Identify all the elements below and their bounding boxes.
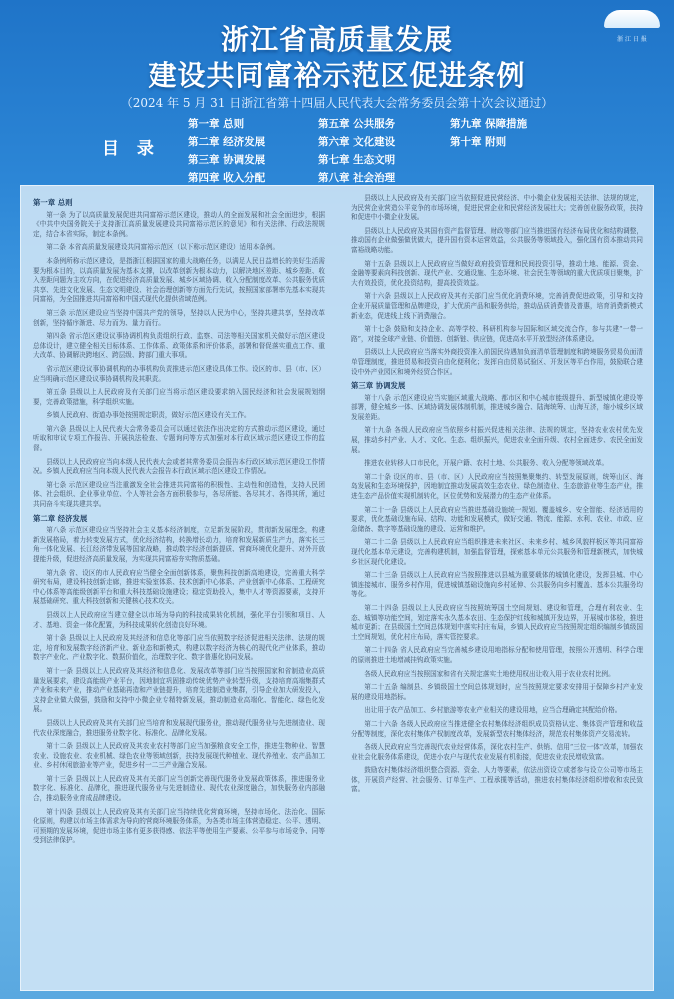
article-paragraph: 第九条 省、设区的市人民政府应当健全全面创新体系，聚焦科技创新高地建设，完善重大科学研究布局，建设科技创新走廊，推进实验室体系、技术创新中心体系、产业创新中心体系、工程研究中心体系等高能级创新平台和重大科技基础设施建设；稳定资助投入，集中人才等资源要素，支持开展基础研究、重大科技创新和关键核心技术攻关。 xyxy=(33,568,325,606)
toc-item: 第七章 生态文明 xyxy=(318,154,396,166)
article-paragraph: 第二十三条 县级以上人民政府应当按照推进以县城为重要载体的城镇化建设，发挥县城、中心镇连接城市、服务乡村作用，促进城镇基础设施向乡村延伸、公共服务向乡村覆盖、基本公共服务均等化。 xyxy=(351,571,643,599)
article-paragraph: 第八条 示范区建设应当坚持社会主义基本经济制度，立足新发展阶段，贯彻新发展理念，构建新发展格局，着力转变发展方式，优化经济结构，转换增长动力，培育和发展新质生产力，落实长三角一体化发展、长江经济带发展等国家战略，推动数字经济创新提质、营商环境优化提升、对外开放提能升级，促进经济高质量发展，为实现共同富裕夯实物质基础。 xyxy=(33,526,325,563)
regulation-text-panel xyxy=(20,185,654,991)
table-of-contents xyxy=(78,112,638,184)
title-line-1: 浙江省高质量发展 xyxy=(220,23,453,56)
chapter-heading: 第三章 协调发展 xyxy=(351,381,406,391)
chapter-heading: 第一章 总则 xyxy=(33,198,73,207)
article-paragraph: 县级以上人民政府应当落实外商投资准入前国民待遇加负面清单管理制度和跨境服务贸易负面清单管理制度，推进贸易和投资自由化便利化；发挥自由贸易试验区、开发区等平台作用，鼓励联合建设中外产业园区和境外经贸合作区。 xyxy=(351,348,643,376)
toc-item: 第四章 收入分配 xyxy=(188,172,266,184)
article-paragraph: 第二十四条 县级以上人民政府应当按照统筹国土空间规划、建设和管理，合理有利农业、生态、城镇等功能空间，划定落实永久基本农田、生态保护红线和城镇开发边界，开展城市体检，推进城市更新；在县级国土空间总体规划中落实村庄布局，乡镇人民政府应当按照规定组织编制乡镇级国土空间规划，优化村庄布局，落实管控要求。 xyxy=(351,603,643,641)
toc-item: 第十章 附则 xyxy=(450,136,507,148)
subtitle: （2024 年 5 月 31 日浙江省第十四届人民代表大会常务委员会第十次会议通过） xyxy=(120,96,554,110)
article-paragraph: 第十八条 示范区建设应当实施区域重大战略、都市区和中心城市能级提升、新型城镇化建设等部署，健全城乡一体、区域协调发展体制机制，推进城乡融合、陆海统筹、山海互济，缩小城乡区域发展差距。 xyxy=(351,393,643,421)
article-paragraph: 出让用于农产品加工、乡村旅游等农业产业相关的建设用地，应当合理确定其配给价格。 xyxy=(364,706,622,715)
article-paragraph: 县级以上人民政府及其有关部门应当培育和发展现代服务业，推动现代服务业与先进制造业、现代农业深度融合，推进服务业数字化、标准化、品牌化发展。 xyxy=(33,718,325,737)
article-paragraph: 第二条 本省高质量发展建设共同富裕示范区（以下称示范区建设）适用本条例。 xyxy=(46,243,280,252)
logo-text: 浙 江 日 报 xyxy=(617,36,647,43)
article-paragraph: 乡镇人民政府、街道办事处按照规定职责，做好示范区建设有关工作。 xyxy=(46,411,251,420)
article-paragraph: 第一条 为了以高质量发展促进共同富裕示范区建设，推动人的全面发展和社会全面进步，根据《中共中央国务院关于支持浙江高质量发展建设共同富裕示范区的意见》和有关法律、行政法规规定，结合本省实际，制定本条例。 xyxy=(33,210,325,238)
article-paragraph: 第二十条 设区的市、县（市、区）人民政府应当按照集聚集约、转型发展原则，统筹山区、海岛发展和生态环境保护，因地制宜推动发展高效生态农业、绿色制造业、生态旅游业等生态产业，推进生态产品价值实现机制转化，区位优势和发展潜力的生态产业体系。 xyxy=(351,472,643,501)
article-paragraph: 第七条 示范区建设应当注重激发全社会推进共同富裕的积极性、主动性和创造性，支持人民团体、社会组织、企业事业单位、个人等社会各方面积极参与，各尽所能、各尽其才、各得其所，通过共同奋斗实现共建共享。 xyxy=(33,480,325,509)
article-paragraph: 推进农业转移人口市民化，开展户籍、农村土地、公共服务、收入分配等领域改革。 xyxy=(364,459,609,468)
article-paragraph: 第二十一条 县级以上人民政府应当推进基础设施统一规划、覆盖城乡、安全智能、经济适用的要求，优化基础设施布局、结构、功能和发展模式，做好交通、物流、能源、水利、农业、市政、应急储备、数字等基础设施的建设、运营和维护。 xyxy=(351,505,643,533)
toc-grid xyxy=(188,116,628,188)
article-paragraph: 第十条 县级以上人民政府及其经济和信息化等部门应当依照数字经济促进相关法律、法规的规定，培育和发展数字经济新产业、新业态和新模式，构建以数字经济为核心的现代化产业体系，推动数字产业化、产业数字化、数据价值化，治理数字化、数字普惠化协同发展。 xyxy=(33,634,325,662)
article-paragraph: 本条例所称示范区建设，是指浙江根据国家的重大战略任务，以满足人民日益增长的美好生活需要为根本目的，以高质量发展为基本支撑，以改革创新为根本动力，以解决地区差距、城乡差距、收入差距问题为主攻方向，在促进经济高质量发展、城乡区域协调、收入分配制度改革、公共服务优质共享、先进文化发展、生态文明建设、社会治理创新等方面先行先试，按照国家部署率先基本实现共同富裕，为全国推进共同富裕和中国式现代化提供省域范例。 xyxy=(33,256,325,304)
text-column-left xyxy=(33,194,325,850)
article-paragraph: 第十六条 县级以上人民政府及其有关部门应当优化消费环境，完善消费促进政策，引导和支持企业开展质量管理和品牌建设，扩大优质产品和服务供给，推动品质消费普及普惠，培育消费新模式新业态，促进线上线下消费融合。 xyxy=(351,292,643,320)
article-paragraph: 第二十四条 省人民政府应当完善城乡建设用地指标分配和使用管理，按照公开透明、科学合理的原则推进土地增减挂钩政策实施。 xyxy=(351,646,643,664)
toc-item: 第九章 保障措施 xyxy=(450,118,528,130)
article-paragraph: 县级以上人民政府及有关部门应当依照促进民营经济、中小微企业发展相关法律、法规的规定，为民营企业营造公平竞争的市场环境，促进民营企业和民营经济发展壮大；完善创业服务政策，扶持和促进中小微企业发展。 xyxy=(351,194,643,222)
article-paragraph: 各级人民政府应当完善现代农业经营体系，深化农村生产、供销、信用“三位一体”改革，加强农业社会化服务体系建设，促进小农户与现代农业发展有机衔接，促进农业农民增收致富。 xyxy=(351,743,643,761)
toc-item: 第三章 协调发展 xyxy=(188,154,266,166)
article-paragraph: 第十四条 县级以上人民政府及其有关部门应当持续优化营商环境，坚持市场化、法治化、国际化原则，构建以市场主体需求为导向的营商环境服务体系，为各类市场主体营造稳定、公平、透明、可预期的发展环境，促进市场主体有更多获得感、依法平等使用生产要素、公平参与市场竞争、同等受到法律保护。 xyxy=(33,807,325,845)
article-paragraph: 第二十五条 编制县、乡镇级国土空间总体规划时，应当按照规定要求安排用于保障乡村产业发展的建设用地指标。 xyxy=(351,683,643,701)
toc-item xyxy=(450,152,570,170)
article-paragraph: 第十五条 县级以上人民政府应当做好政府投资管理和民间投资引导，推动土地、能源、资金、金融等要素向科技创新、现代产业、交通设施、生态环境、社会民生等领域的重大优质项目聚集，扩大有效投资，优化投资结构，提高投资效益。 xyxy=(351,259,643,287)
article-paragraph: 县级以上人民政府应当向本级人民代表大会或者其常务委员会报告本行政区域示范区建设工作情况。乡镇人民政府应当向本级人民代表大会报告本行政区域示范区建设工作情况。 xyxy=(33,457,325,476)
toc-row xyxy=(188,116,628,134)
toc-row xyxy=(188,134,628,152)
article-paragraph: 第二十六条 各级人民政府应当推进健全农村集体经济组织成员资格认定、集体资产管理和收益分配等制度，深化农村集体产权制度改革，发展新型农村集体经济，规范农村集体资产交易流转。 xyxy=(351,719,643,738)
text-column-right xyxy=(351,194,643,799)
article-paragraph: 县级以上人民政府应当建立健全以市场为导向的科技成果转化机制，强化平台引领和项目、人才、基地、资金一体化配置，为科技成果转化创造良好环境。 xyxy=(33,610,325,629)
article-paragraph: 第十九条 各级人民政府应当依照乡村振兴促进相关法律、法规的规定，坚持农业农村优先发展，推动乡村产业、人才、文化、生态、组织振兴，促进农业全面升级、农村全面进步、农民全面发展。 xyxy=(351,426,643,454)
article-paragraph: 第三条 示范区建设应当坚持中国共产党的领导，坚持以人民为中心，坚持共建共享，坚持改革创新，坚持循序渐进、尽力而为、量力而行。 xyxy=(33,308,325,327)
article-paragraph: 第四条 省示范区建设议事协调机构负责组织行政、监察、司法等相关国家机关做好示范区建设总体设计，建立健全相关目标体系、工作体系、政策体系和评价体系，部署和督促落实重点工作、重大改革、协调解决跨地区、跨层级、跨部门重大事项。 xyxy=(33,332,325,360)
article-paragraph: 第十七条 鼓励和支持企业、高等学校、科研机构参与国际和区域交流合作，参与共建“一带一路”，对接全球产业链、价值链、创新链、供应链，促进高水平开放型经济体系建设。 xyxy=(351,325,643,343)
article-paragraph: 第二十二条 县级以上人民政府应当组织推进未来社区、未来乡村、城乡风貌样板区等共同富裕现代化基本单元建设，完善构建机制，加强监督管理，探索基本单元公共服务和管理新模式，加快城乡社区现代化建设。 xyxy=(351,538,643,566)
toc-item: 第六章 文化建设 xyxy=(318,136,396,148)
article-paragraph: 第十三条 县级以上人民政府及其有关部门应当创新完善现代服务业发展政策体系，推进服务业数字化、标准化、品牌化，推进现代服务业与先进制造业、现代农业深度融合，加快服务业内部融合，推动服务业育成品牌建设。 xyxy=(33,774,325,803)
article-paragraph: 第六条 县级以上人民代表大会常务委员会可以通过依法作出决定的方式推动示范区建设，通过听取和审议专项工作报告、开展执法检查、专题询问等方式加强对本行政区域示范区建设工作的监督。 xyxy=(33,424,325,453)
toc-item: 第五章 公共服务 xyxy=(318,118,396,130)
article-paragraph: 第十一条 县级以上人民政府及其经济和信息化、发展改革等部门应当按照国家和省制造业高质量发展要求，建设高能级产业平台，因地制宜巩固推动传统优势产业转型升级，支持培育高端集群式产业和未来产业，推动产业基础再造和产业链提升，培育先进制造业集群，引导企业加大研发投入，支持企业做大做强，鼓励和支持中小微企业专精特新发展，推动制造业高端化、智能化、绿色化发展。 xyxy=(33,666,325,714)
toc-item: 第一章 总则 xyxy=(188,118,245,130)
article-paragraph: 县级以上人民政府及其国有资产监督管理、财政等部门应当推进国有经济布局优化和结构调整，推动国有企业做强做优做大，提升国有资本运营效益，公共服务等领域投入，强化国有资本推动共同富裕战略功能。 xyxy=(351,226,643,254)
title-line-2: 建设共同富裕示范区促进条例 xyxy=(148,59,526,92)
article-paragraph: 第十二条 县级以上人民政府及其农业农村等部门应当加强粮食安全工作，推进生物种业、智慧农业、设施农业、农业机械、绿色农业等领域创新，扶持发展现代种植业、现代养殖业、农产品加工业、乡村休闲旅游业等产业，促进乡村一二三产业融合发展。 xyxy=(33,742,325,770)
toc-row xyxy=(188,152,628,170)
article-paragraph: 鼓励农村集体经济组织整合资源、资金、人力等要素，依法出资设立或者参与设立公司等市场主体，开展资产经营、社会服务、订单生产、工程承揽等活动，推进农村集体经济组织增收和农民致富。 xyxy=(351,766,643,794)
article-paragraph: 第五条 县级以上人民政府及有关部门应当将示范区建设要求纳入国民经济和社会发展规划纲要，完善政策措施，科学组织实施。 xyxy=(33,388,325,406)
chapter-heading: 第二章 经济发展 xyxy=(33,513,88,523)
toc-item: 第二章 经济发展 xyxy=(188,136,266,148)
article-paragraph: 省示范区建设议事协调机构的办事机构负责推进示范区建设具体工作。设区的市、县（市、区）应当明确示范区建设议事协调机构及其职责。 xyxy=(33,364,325,383)
toc-label: 目 录 xyxy=(102,139,160,159)
article-paragraph: 各级人民政府应当按照国家和省有关规定落实土地使用权出让收入用于农业农村比例。 xyxy=(364,669,615,678)
toc-item: 第八章 社会治理 xyxy=(318,172,396,184)
